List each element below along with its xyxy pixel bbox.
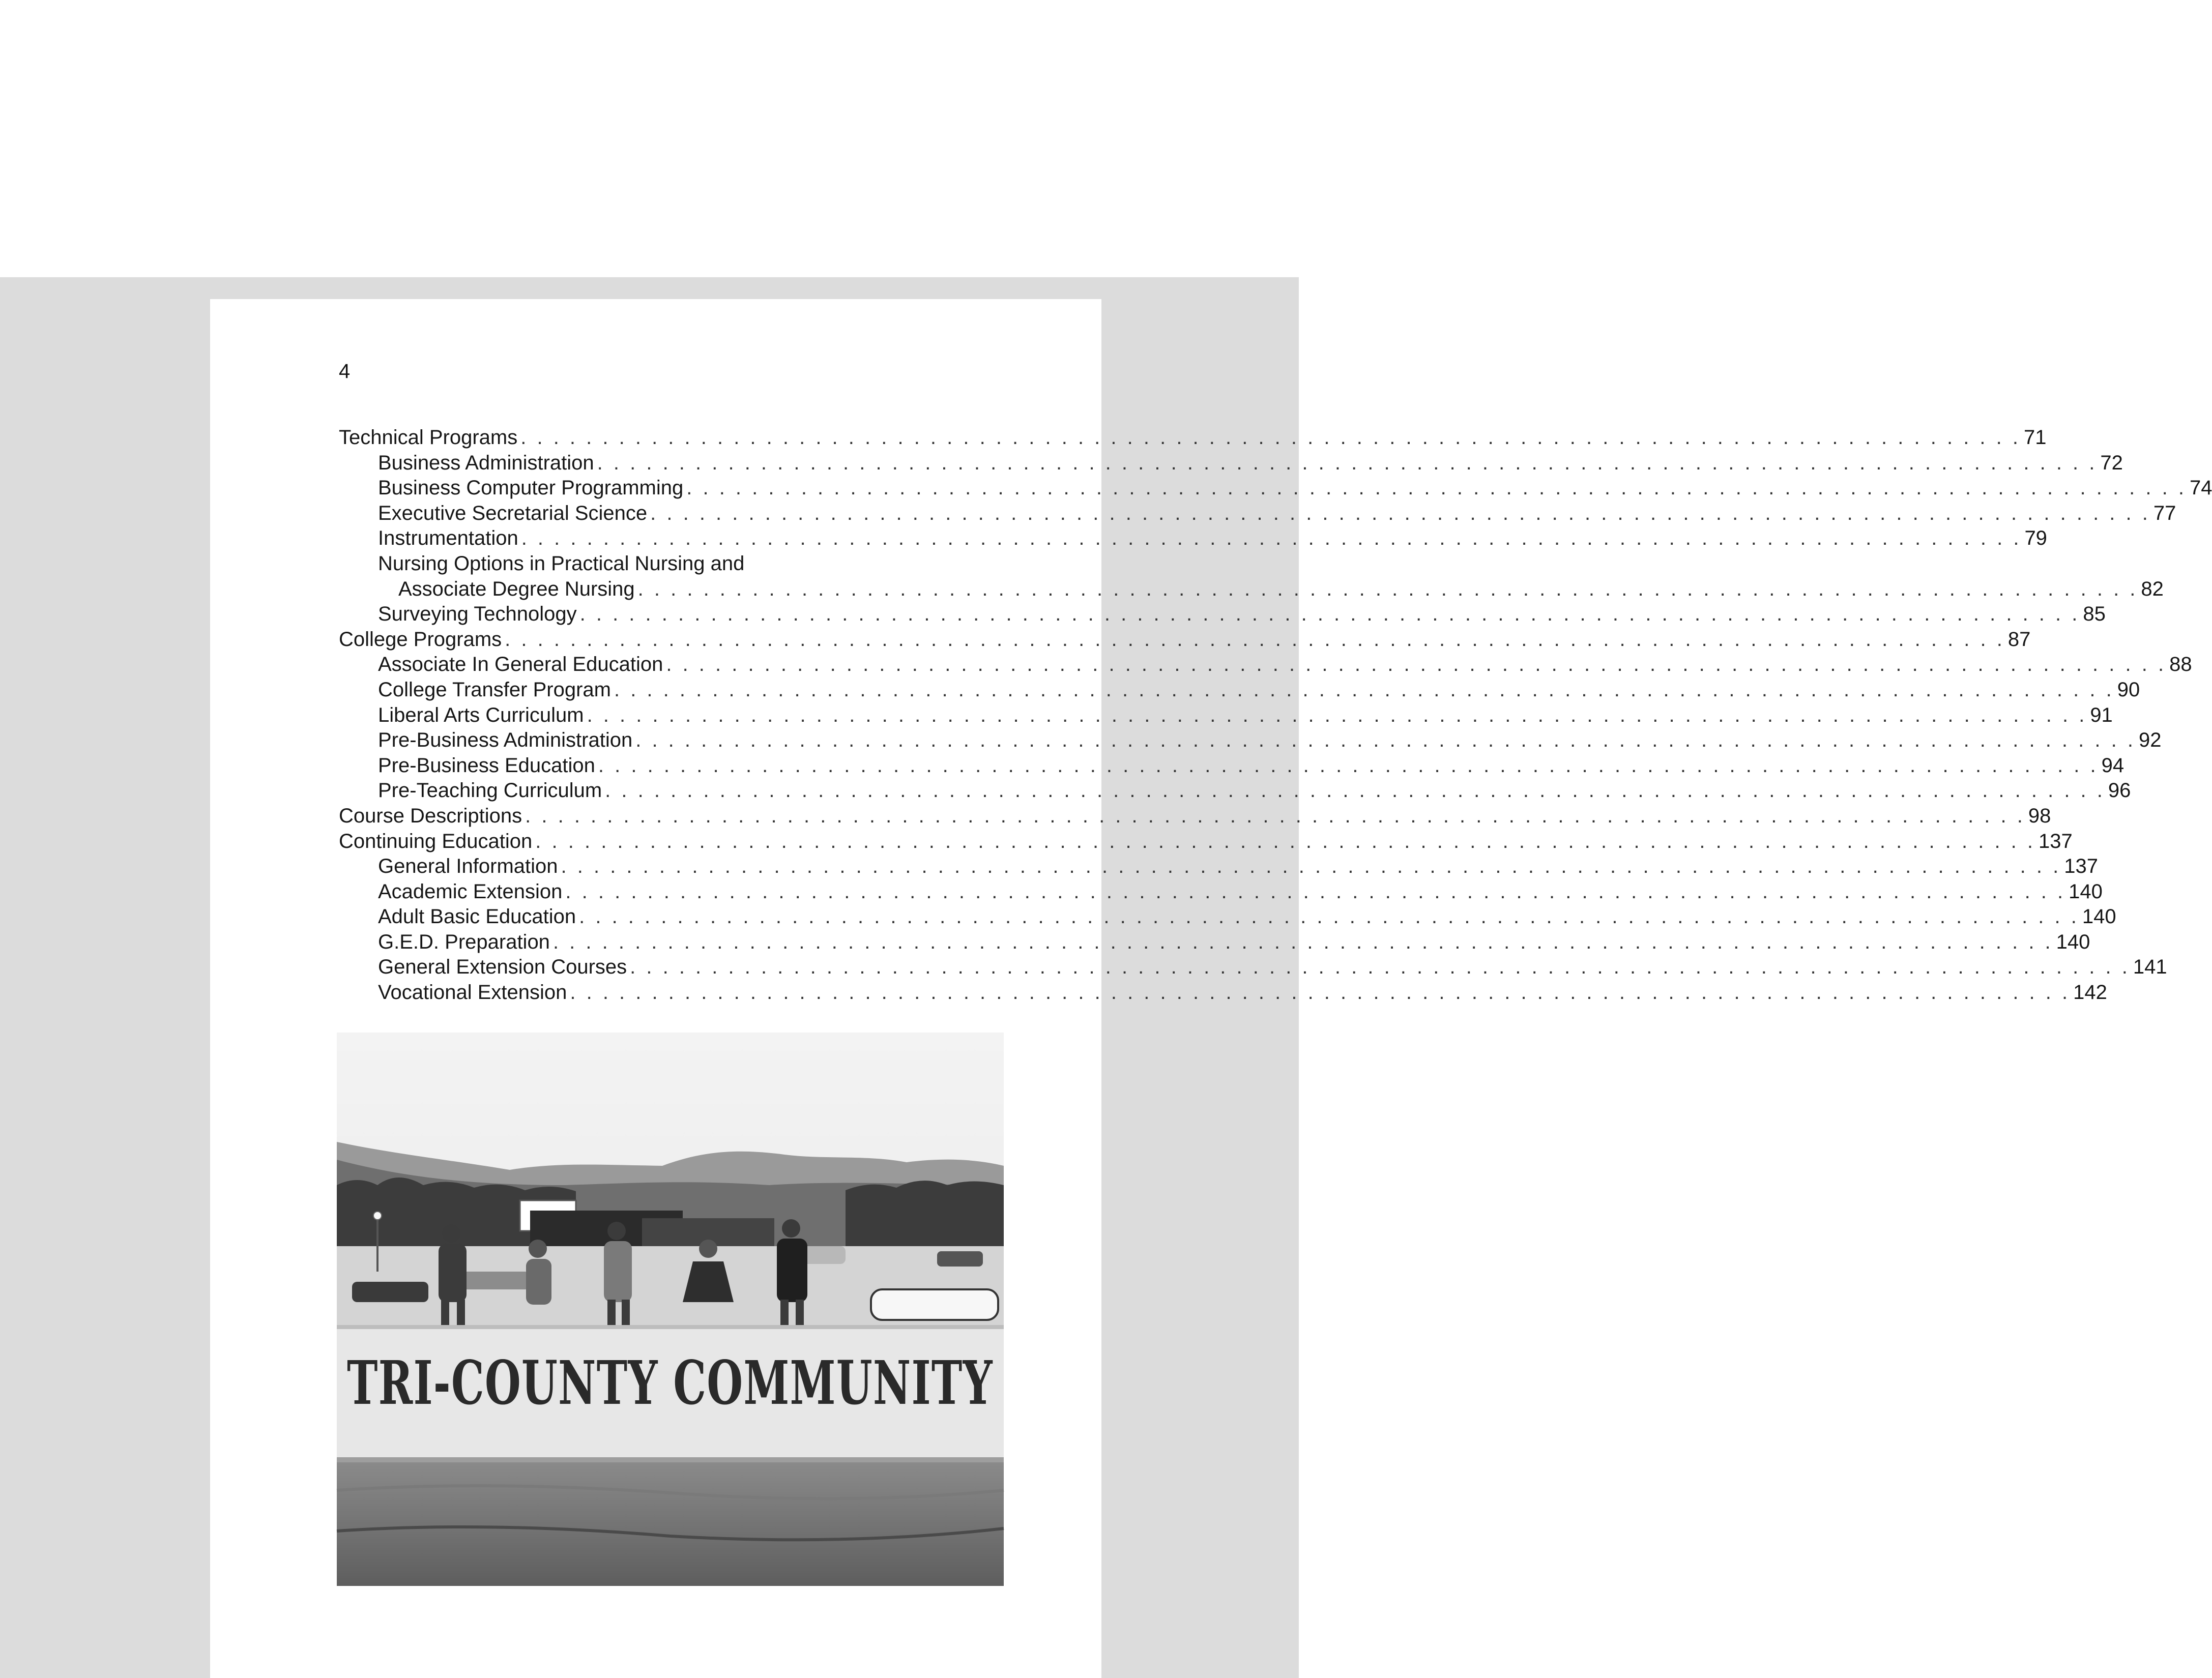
toc-entry: [339, 551, 1003, 577]
toc-entry-page: 87: [2007, 628, 2031, 651]
toc-dot-leader: [605, 778, 2105, 804]
toc-entry-title: College Transfer Program: [378, 678, 611, 701]
toc-dot-leader: [630, 955, 2130, 980]
toc-entry: [339, 602, 2106, 627]
toc-entry: [339, 980, 2107, 1006]
toc-entry-page: 88: [2169, 653, 2192, 676]
toc-entry: [339, 526, 2047, 551]
toc-entry: [339, 501, 2176, 526]
toc-dot-leader: [614, 678, 2114, 703]
toc-entry-title: Associate In General Education: [378, 653, 663, 676]
toc-entry-title: Pre-Business Education: [378, 754, 595, 777]
toc-dot-leader: [587, 703, 2087, 728]
toc-entry-page: 140: [2082, 905, 2116, 928]
toc-entry-page: 90: [2117, 678, 2140, 701]
toc-entry: [339, 879, 2103, 905]
toc-dot-leader: [535, 829, 2035, 855]
toc-entry-page: 85: [2083, 603, 2106, 626]
toc-dot-leader: [666, 652, 2166, 678]
toc-entry-title: General Extension Courses: [378, 956, 627, 979]
toc-entry-page: 140: [2069, 880, 2103, 903]
page-number: 4: [339, 360, 351, 382]
toc-dot-leader: [565, 879, 2065, 905]
toc-dot-leader: [638, 577, 2138, 602]
catalog-page: [210, 299, 2212, 1678]
toc-entry: [339, 829, 2073, 855]
toc-entry-title: G.E.D. Preparation: [378, 930, 550, 953]
toc-entry: [339, 778, 2131, 804]
toc-entry-page: 94: [2101, 754, 2124, 777]
toc-entry-page: 91: [2090, 703, 2113, 726]
toc-entry-title: Associate Degree Nursing: [398, 577, 635, 600]
toc-entry: [339, 425, 2047, 451]
toc-entry-title: General Information: [378, 855, 558, 878]
toc-dot-leader: [521, 526, 2022, 551]
toc-entry: [339, 753, 2124, 779]
toc-entry: [339, 476, 2212, 501]
toc-entry-page: 71: [2023, 426, 2047, 449]
toc-entry-page: 141: [2133, 956, 2167, 979]
toc-entry: [339, 854, 2098, 879]
toc-entry-title: Course Descriptions: [339, 804, 522, 827]
campus-photo: [337, 1033, 1004, 1586]
toc-entry-title: Continuing Education: [339, 830, 533, 852]
toc-entry-title: Vocational Extension: [378, 981, 567, 1004]
toc-entry-page: 142: [2073, 981, 2107, 1004]
toc-dot-leader: [598, 753, 2099, 779]
toc-entry-page: 74: [2189, 477, 2212, 499]
toc-entry-title: Surveying Technology: [378, 603, 577, 626]
toc-entry-page: 137: [2039, 830, 2073, 852]
toc-entry-page: 140: [2056, 930, 2090, 953]
toc-dot-leader: [686, 476, 2187, 501]
toc-entry-page: 72: [2100, 451, 2123, 474]
toc-entry-page: 77: [2153, 502, 2176, 524]
table-of-contents: [339, 425, 2212, 1006]
toc-entry-page: 79: [2024, 527, 2047, 550]
toc-entry-page: 96: [2108, 779, 2131, 802]
toc-entry-title: Technical Programs: [339, 426, 518, 449]
toc-entry-title: Pre-Business Administration: [378, 729, 633, 752]
toc-entry-page: 82: [2141, 577, 2164, 600]
toc-entry-title: Business Administration: [378, 451, 594, 474]
campus-photo-illustration: [337, 1033, 1004, 1586]
toc-entry: [339, 678, 2140, 703]
toc-entry: [339, 904, 2116, 930]
toc-entry: [339, 451, 2123, 476]
toc-entry-title: Business Computer Programming: [378, 477, 684, 499]
toc-dot-leader: [579, 904, 2079, 930]
toc-entry-title: Pre-Teaching Curriculum: [378, 779, 602, 802]
toc-entry-title: Instrumentation: [378, 527, 518, 550]
toc-dot-leader: [505, 627, 2005, 653]
toc-entry-title: Academic Extension: [378, 880, 563, 903]
toc-entry: [339, 728, 2162, 753]
toc-entry: [339, 577, 2164, 602]
toc-entry: [339, 652, 2192, 678]
toc-dot-leader: [580, 602, 2080, 627]
toc-entry-title: Liberal Arts Curriculum: [378, 703, 584, 726]
toc-entry-title: Adult Basic Education: [378, 905, 576, 928]
toc-entry: [339, 955, 2167, 980]
toc-dot-leader: [520, 425, 2021, 451]
toc-entry-title: College Programs: [339, 628, 502, 651]
toc-entry-page: 137: [2064, 855, 2098, 878]
toc-entry: [339, 627, 2031, 653]
toc-entry-title: Executive Secretarial Science: [378, 502, 648, 524]
toc-entry: [339, 804, 2051, 829]
toc-dot-leader: [525, 804, 2025, 829]
toc-dot-leader: [597, 451, 2098, 476]
toc-dot-leader: [561, 854, 2061, 879]
toc-dot-leader: [650, 501, 2150, 526]
toc-entry: [339, 930, 2090, 955]
toc-entry-page: 98: [2028, 804, 2051, 827]
toc-dot-leader: [570, 980, 2070, 1006]
toc-dot-leader: [635, 728, 2136, 753]
toc-entry-title: Nursing Options in Practical Nursing and: [378, 552, 745, 575]
toc-entry-page: 92: [2138, 729, 2162, 752]
sign-text: TRI-COUNTY COMMUNITY: [347, 1347, 993, 1418]
toc-entry: [339, 703, 2113, 728]
toc-dot-leader: [553, 930, 2053, 955]
